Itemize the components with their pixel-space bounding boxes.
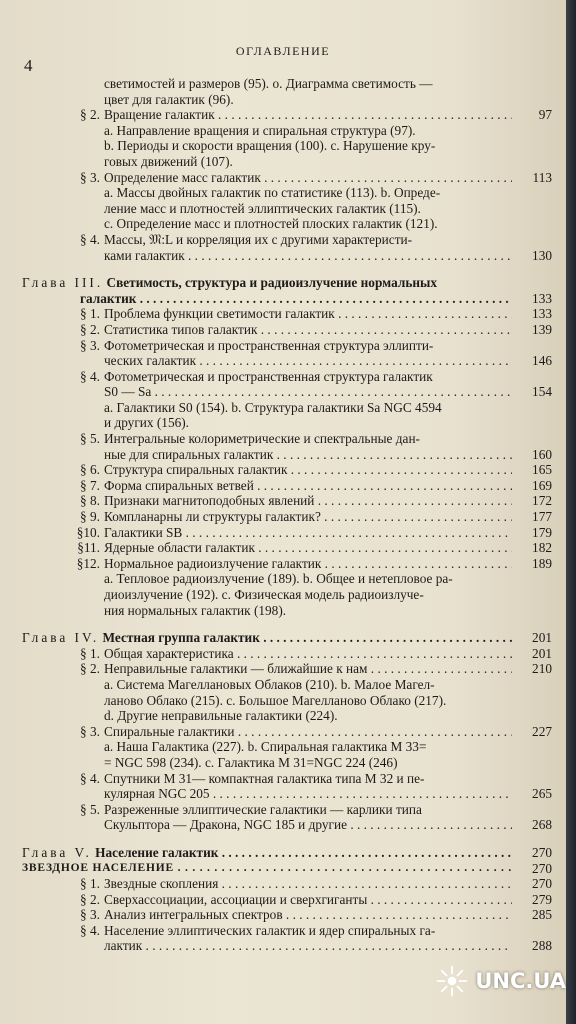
entry-text xyxy=(104,185,512,201)
toc-entry xyxy=(0,369,566,385)
entry-text xyxy=(104,892,512,908)
page-ref: 133 xyxy=(532,306,552,322)
page-ref: 133 xyxy=(532,290,552,306)
section-number: § 7. xyxy=(80,477,100,493)
toc-entry xyxy=(0,677,566,693)
toc-entry xyxy=(0,462,566,478)
entry-title: ление масс и плотностей эллиптических галактик (115). xyxy=(104,200,421,216)
toc-entry xyxy=(0,353,566,369)
section-number: § 8. xyxy=(80,493,100,509)
entry-title: Фотометрическая и пространственная структура эллипти- xyxy=(104,337,434,353)
toc-entry xyxy=(0,107,566,123)
toc-entry xyxy=(0,724,566,740)
toc-entry xyxy=(0,232,566,248)
entry-text xyxy=(104,216,512,232)
entry-text xyxy=(104,107,512,123)
toc-entry xyxy=(0,693,566,709)
entry-title: a. Система Магеллановых Облаков (210). b. Малое Магел- xyxy=(104,676,435,692)
entry-text xyxy=(104,724,512,740)
toc-entry xyxy=(0,275,566,291)
chapter-heading xyxy=(22,845,512,861)
toc-entry xyxy=(0,400,566,416)
section-number: §12. xyxy=(76,555,100,571)
section-number: §10. xyxy=(76,524,100,540)
entry-text xyxy=(104,556,512,572)
toc-entry xyxy=(0,603,566,619)
section-number: §11. xyxy=(77,540,100,556)
toc-entry xyxy=(0,185,566,201)
entry-text xyxy=(104,739,512,755)
toc-entry xyxy=(0,76,566,92)
page-ref: 270 xyxy=(532,860,552,876)
entry-text xyxy=(104,603,512,619)
toc-entry xyxy=(0,92,566,108)
page-ref: 201 xyxy=(532,645,552,661)
page-ref: 169 xyxy=(532,477,552,493)
section-number: § 4. xyxy=(80,368,100,384)
entry-title: Фотометрическая и пространственная структура галактик xyxy=(104,368,433,384)
toc-entry xyxy=(0,170,566,186)
entry-text xyxy=(104,786,512,802)
entry-title: галактик . . . xyxy=(80,291,512,306)
chapter-heading xyxy=(22,275,512,291)
entry-title: ЗВЕЗДНОЕ НАСЕЛЕНИЕ . . . xyxy=(22,862,512,874)
entry-text xyxy=(104,509,512,525)
page-ref: 154 xyxy=(532,384,552,400)
toc-entry xyxy=(0,630,566,646)
entry-text xyxy=(104,661,512,677)
section-number: § 5. xyxy=(80,801,100,817)
toc-entry xyxy=(0,755,566,771)
chapter-title: Население галактик . . . xyxy=(95,845,512,860)
entry-text xyxy=(104,571,512,587)
toc-entry xyxy=(0,216,566,232)
entry-text xyxy=(104,923,512,939)
entry-title: Сверхассоциации, ассоциации и сверхгиганты . . . xyxy=(104,892,512,907)
toc-entry xyxy=(0,739,566,755)
book-spine xyxy=(566,0,576,1024)
section-number: § 3. xyxy=(80,337,100,353)
toc-entry xyxy=(0,802,566,818)
entry-text xyxy=(104,677,512,693)
entry-title: b. Периоды и скорости вращения (100). с. Нарушение кру- xyxy=(104,138,436,154)
entry-title: c. Определение масс и плотностей плоских галактик (121). xyxy=(104,216,438,232)
section-number: § 3. xyxy=(80,907,100,923)
entry-text xyxy=(104,248,512,264)
page-ref: 182 xyxy=(532,540,552,556)
section-number: § 4. xyxy=(80,770,100,786)
entry-title: a. Направление вращения и спиральная структура (97). xyxy=(104,122,416,138)
page-ref: 279 xyxy=(532,891,552,907)
page-ref: 172 xyxy=(532,493,552,509)
entry-title: диоизлучение (192). с. Физическая модель радиоизлуче- xyxy=(104,587,424,602)
section-number: § 5. xyxy=(80,431,100,447)
entry-title: Ядерные области галактик . . . xyxy=(104,540,512,555)
sunburst-icon xyxy=(435,964,469,998)
section-number: § 6. xyxy=(80,462,100,478)
entry-text xyxy=(104,338,512,354)
entry-text xyxy=(104,708,512,724)
page-ref: 113 xyxy=(532,169,552,185)
entry-title: Компланарны ли структуры галактик? . . . xyxy=(104,509,512,524)
toc-entry xyxy=(0,201,566,217)
section-gap xyxy=(0,618,566,630)
toc-entry xyxy=(0,415,566,431)
entry-title: Звездные скопления . . . xyxy=(104,876,512,891)
toc-entry xyxy=(0,322,566,338)
entry-text xyxy=(104,170,512,186)
entry-title: Общая характеристика . . . xyxy=(104,646,512,661)
toc-entry xyxy=(0,771,566,787)
section-number: § 1. xyxy=(80,876,100,892)
page-ref: 288 xyxy=(532,938,552,954)
entry-text xyxy=(104,447,512,463)
chapter-label: Глава IV. xyxy=(22,630,100,646)
toc-entry xyxy=(0,306,566,322)
page-ref: 265 xyxy=(532,786,552,802)
page-ref: 189 xyxy=(532,555,552,571)
watermark xyxy=(435,964,566,998)
section-number: § 2. xyxy=(80,891,100,907)
entry-title: Население эллиптических галактик и ядер спиральных га- xyxy=(104,922,436,938)
section-gap xyxy=(0,263,566,275)
toc-entry xyxy=(0,923,566,939)
entry-title: d. Другие неправильные галактики (224). xyxy=(104,708,338,724)
page-ref: 270 xyxy=(532,844,552,860)
page-ref: 268 xyxy=(532,817,552,833)
entry-title: a. Наша Галактика (227). b. Спиральная галактика M 33= xyxy=(104,739,427,755)
entry-title: Скульптора — Дракона, NGC 185 и другие . . . xyxy=(104,817,512,832)
entry-title: Форма спиральных ветвей . . . xyxy=(104,478,512,493)
entry-title: Вращение галактик . . . xyxy=(104,107,512,122)
toc-entry xyxy=(0,493,566,509)
toc-entry xyxy=(0,525,566,541)
page-ref: 210 xyxy=(532,661,552,677)
page-number: 4 xyxy=(24,56,33,75)
toc-entry xyxy=(0,907,566,923)
page-ref: 201 xyxy=(532,630,552,646)
entry-title: Определение масс галактик . . . xyxy=(104,170,512,185)
toc-entry xyxy=(0,938,566,954)
entry-title: a. Массы двойных галактик по статистике (113). b. Опреде- xyxy=(104,185,441,201)
entry-text xyxy=(104,76,512,92)
entry-text xyxy=(104,802,512,818)
entry-title: Массы, 𝔐:L и корреляция их с другими характеристи- xyxy=(104,231,413,247)
toc-entry xyxy=(0,786,566,802)
toc-entry xyxy=(0,571,566,587)
toc-entry xyxy=(0,817,566,833)
page-ref: 177 xyxy=(532,509,552,525)
page-ref: 285 xyxy=(532,907,552,923)
entry-text xyxy=(104,525,512,541)
entry-text xyxy=(104,540,512,556)
entry-text xyxy=(104,92,512,108)
toc-entry xyxy=(0,845,566,861)
section-number: § 2. xyxy=(80,321,100,337)
entry-text xyxy=(104,232,512,248)
entry-text xyxy=(104,587,512,603)
entry-title: ланово Облако (215). с. Большое Магелланово Облако (217). xyxy=(104,692,447,708)
entry-text xyxy=(104,322,512,338)
table-of-contents xyxy=(0,76,566,954)
toc-entry xyxy=(0,540,566,556)
toc-entry xyxy=(0,447,566,463)
page-ref: 227 xyxy=(532,723,552,739)
toc-entry xyxy=(0,708,566,724)
page-ref: 130 xyxy=(532,247,552,263)
entry-title: Нормальное радиоизлучение галактик . . . xyxy=(104,556,512,571)
toc-entry xyxy=(0,384,566,400)
entry-title: кулярная NGC 205 . . . xyxy=(104,786,512,801)
chapter-heading xyxy=(22,630,512,646)
chapter-title: Местная группа галактик . . . xyxy=(103,630,512,645)
entry-title: и других (156). xyxy=(104,415,189,431)
entry-title: ческих галактик . . . xyxy=(104,353,512,368)
entry-title: Спутники M 31— компактная галактика типа M 32 и пе- xyxy=(104,770,425,786)
entry-title: Статистика типов галактик . . . xyxy=(104,322,512,337)
section-number: § 9. xyxy=(80,509,100,525)
running-head: ОГЛАВЛЕНИЕ xyxy=(235,44,331,58)
entry-text xyxy=(104,907,512,923)
entry-text xyxy=(104,771,512,787)
page-ref: 139 xyxy=(532,321,552,337)
entry-title: говых движений (107). xyxy=(104,153,233,169)
entry-title: ками галактик . . . xyxy=(104,248,512,263)
entry-title: Галактики SB . . . xyxy=(104,525,512,540)
entry-text xyxy=(104,462,512,478)
section-number: § 4. xyxy=(80,922,100,938)
section-number: § 3. xyxy=(80,723,100,739)
entry-text xyxy=(104,646,512,662)
toc-entry xyxy=(0,892,566,908)
entry-text xyxy=(104,415,512,431)
toc-entry xyxy=(0,646,566,662)
entry-title: = NGC 598 (234). c. Галактика M 31=NGC 224 (246) xyxy=(104,754,398,770)
entry-text xyxy=(80,291,512,307)
toc-entry xyxy=(0,661,566,677)
toc-entry xyxy=(0,478,566,494)
section-gap xyxy=(0,833,566,845)
page-ref: 146 xyxy=(532,353,552,369)
entry-text xyxy=(104,154,512,170)
toc-entry xyxy=(0,876,566,892)
entry-title: Признаки магнитоподобных явлений . . . xyxy=(104,493,512,508)
entry-text xyxy=(104,755,512,771)
entry-title: цвет для галактик (96). xyxy=(104,91,234,107)
toc-entry xyxy=(0,154,566,170)
entry-title: Неправильные галактики — ближайшие к нам . . . xyxy=(104,661,512,676)
entry-title: S0 — Sa . . . xyxy=(104,384,512,399)
page-ref: 179 xyxy=(532,524,552,540)
entry-title: a. Галактики S0 (154). b. Структура галактики Sa NGC 4594 xyxy=(104,399,442,415)
section-number: § 2. xyxy=(80,107,100,123)
entry-text xyxy=(104,138,512,154)
toc-entry xyxy=(0,123,566,139)
entry-title: ные для спиральных галактик . . . xyxy=(104,447,512,462)
entry-title: Разреженные эллиптические галактики — карлики типа xyxy=(104,801,422,817)
chapter-label: Глава V. xyxy=(22,844,92,860)
entry-title: Анализ интегральных спектров . . . xyxy=(104,907,512,922)
toc-entry xyxy=(0,338,566,354)
entry-text xyxy=(104,431,512,447)
entry-text xyxy=(22,861,512,877)
section-number: § 1. xyxy=(80,306,100,322)
entry-title: Проблема функции светимости галактик . . . xyxy=(104,306,512,321)
toc-entry xyxy=(0,509,566,525)
entry-title: a. Тепловое радиоизлучение (189). b. Общее и нетепловое ра- xyxy=(104,571,453,587)
entry-text xyxy=(104,353,512,369)
entry-title: ния нормальных галактик (198). xyxy=(104,602,287,618)
entry-text xyxy=(104,938,512,954)
section-number: § 2. xyxy=(80,661,100,677)
toc-entry xyxy=(0,248,566,264)
entry-title: Спиральные галактики . . . xyxy=(104,724,512,739)
toc-entry xyxy=(0,556,566,572)
page-ref: 270 xyxy=(532,876,552,892)
entry-text xyxy=(104,693,512,709)
entry-text xyxy=(104,400,512,416)
entry-text xyxy=(104,201,512,217)
entry-title: Интегральные колориметрические и спектральные дан- xyxy=(104,431,420,447)
entry-title: лактик . . . xyxy=(104,938,512,953)
entry-text xyxy=(104,123,512,139)
entry-text xyxy=(104,369,512,385)
section-number: § 3. xyxy=(80,169,100,185)
section-number: § 1. xyxy=(80,645,100,661)
toc-entry xyxy=(0,587,566,603)
page-ref: 165 xyxy=(532,462,552,478)
entry-title: светимостей и размеров (95). о. Диаграмма светимость — xyxy=(104,76,433,91)
section-number: § 4. xyxy=(80,231,100,247)
toc-entry xyxy=(0,861,566,877)
entry-text xyxy=(104,478,512,494)
chapter-title: Светимость, структура и радиоизлучение нормальных xyxy=(106,275,438,291)
entry-text xyxy=(104,306,512,322)
toc-entry xyxy=(0,291,566,307)
chapter-label: Глава III. xyxy=(22,275,104,291)
entry-text xyxy=(104,493,512,509)
entry-text xyxy=(104,384,512,400)
page-ref: 97 xyxy=(538,107,552,123)
entry-text xyxy=(104,876,512,892)
toc-entry xyxy=(0,138,566,154)
page-ref: 160 xyxy=(532,446,552,462)
toc-entry xyxy=(0,431,566,447)
entry-text xyxy=(104,817,512,833)
watermark-text: UNC.UA xyxy=(475,969,566,993)
entry-title: Структура спиральных галактик . . . xyxy=(104,462,512,477)
